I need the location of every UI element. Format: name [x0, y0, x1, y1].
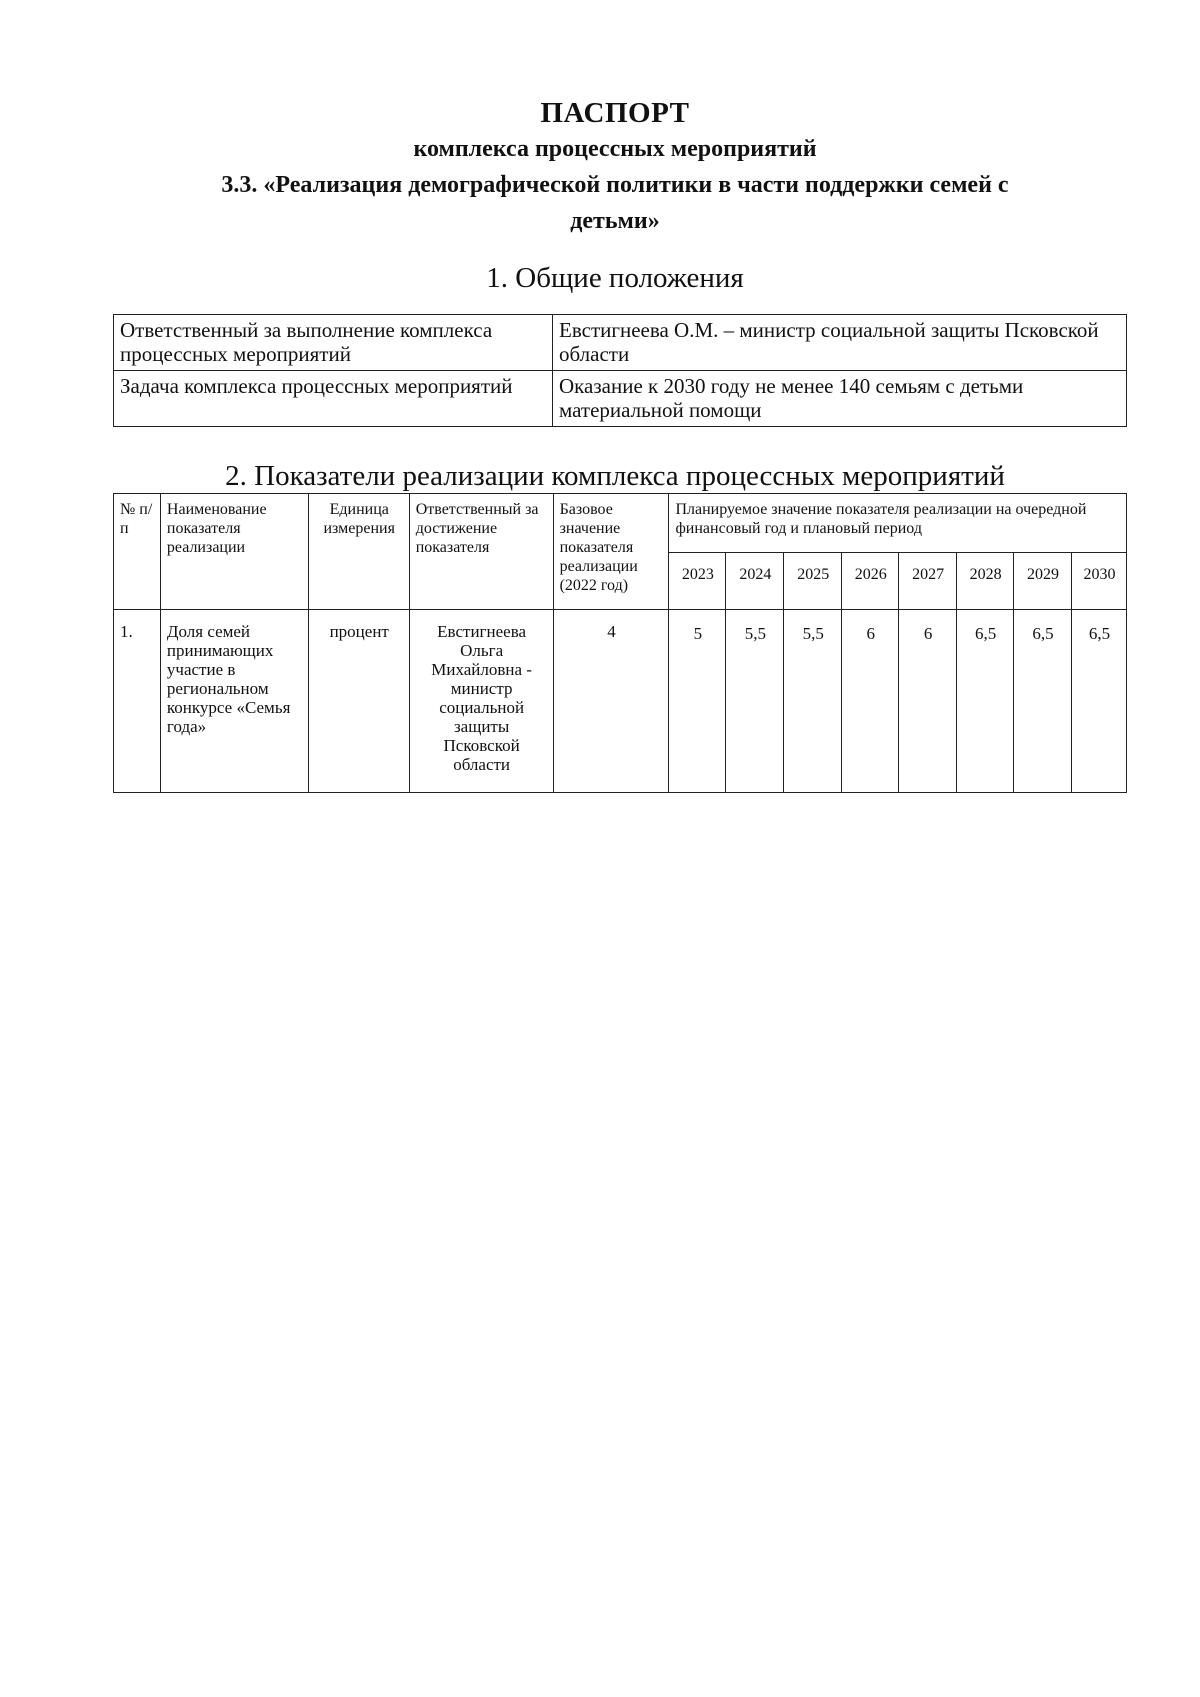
program-name: [110, 167, 1120, 239]
indicators-table: [113, 493, 1127, 793]
row-value-2028: 6,5: [957, 610, 1014, 793]
general-provisions-table: [113, 314, 1127, 427]
col-header-name: Наименование показателя реализации: [160, 494, 308, 610]
col-header-unit: Единица измерения: [308, 494, 409, 610]
year-header: 2029: [1014, 553, 1072, 610]
col-header-responsible: Ответственный за достижение показателя: [409, 494, 553, 610]
year-header: 2030: [1072, 553, 1127, 610]
row-value-2030: 6,5: [1072, 610, 1127, 793]
row-responsible: Евстигнеева Ольга Михайловна - министр социальной защиты Псковской области: [409, 610, 553, 793]
row-base-value: 4: [553, 610, 669, 793]
year-header: 2026: [842, 553, 899, 610]
year-header: 2027: [899, 553, 957, 610]
col-header-num: № п/п: [114, 494, 161, 610]
year-header: 2023: [669, 553, 726, 610]
row-value-2023: 5: [669, 610, 726, 793]
table-row: [114, 371, 1127, 427]
section1-heading: 1. Общие положения: [486, 262, 744, 294]
col-header-base: Базовое значение показателя реализации (2022 год): [553, 494, 669, 610]
year-header: 2024: [726, 553, 784, 610]
responsible-value: Евстигнеева О.М. – министр социальной защиты Псковской области: [553, 315, 1127, 371]
row-value-2029: 6,5: [1014, 610, 1072, 793]
task-label: Задача комплекса процессных мероприятий: [114, 371, 553, 427]
year-header: 2025: [784, 553, 842, 610]
program-name-line1: 3.3. «Реализация демографической политики в части поддержки семей с: [221, 172, 1009, 198]
document-title: ПАСПОРТ: [540, 97, 690, 129]
row-value-2026: 6: [842, 610, 899, 793]
row-num: 1.: [114, 610, 161, 793]
row-value-2027: 6: [899, 610, 957, 793]
row-indicator-name: Доля семей принимающих участие в региональном конкурсе «Семья года»: [160, 610, 308, 793]
table-row: [114, 315, 1127, 371]
col-header-planned: Планируемое значение показателя реализации на очередной финансовый год и плановый период: [669, 494, 1127, 553]
responsible-label: Ответственный за выполнение комплекса процессных мероприятий: [114, 315, 553, 371]
row-value-2025: 5,5: [784, 610, 842, 793]
document-subtitle: комплекса процессных мероприятий: [413, 136, 817, 162]
task-value: Оказание к 2030 году не менее 140 семьям с детьми материальной помощи: [553, 371, 1127, 427]
table-row: [114, 610, 1127, 793]
row-value-2024: 5,5: [726, 610, 784, 793]
section2-heading: 2. Показатели реализации комплекса процессных мероприятий: [225, 460, 1005, 492]
row-unit: процент: [308, 610, 409, 793]
header-row: [114, 494, 1127, 553]
program-name-line2: детьми»: [570, 208, 660, 234]
year-header: 2028: [957, 553, 1014, 610]
